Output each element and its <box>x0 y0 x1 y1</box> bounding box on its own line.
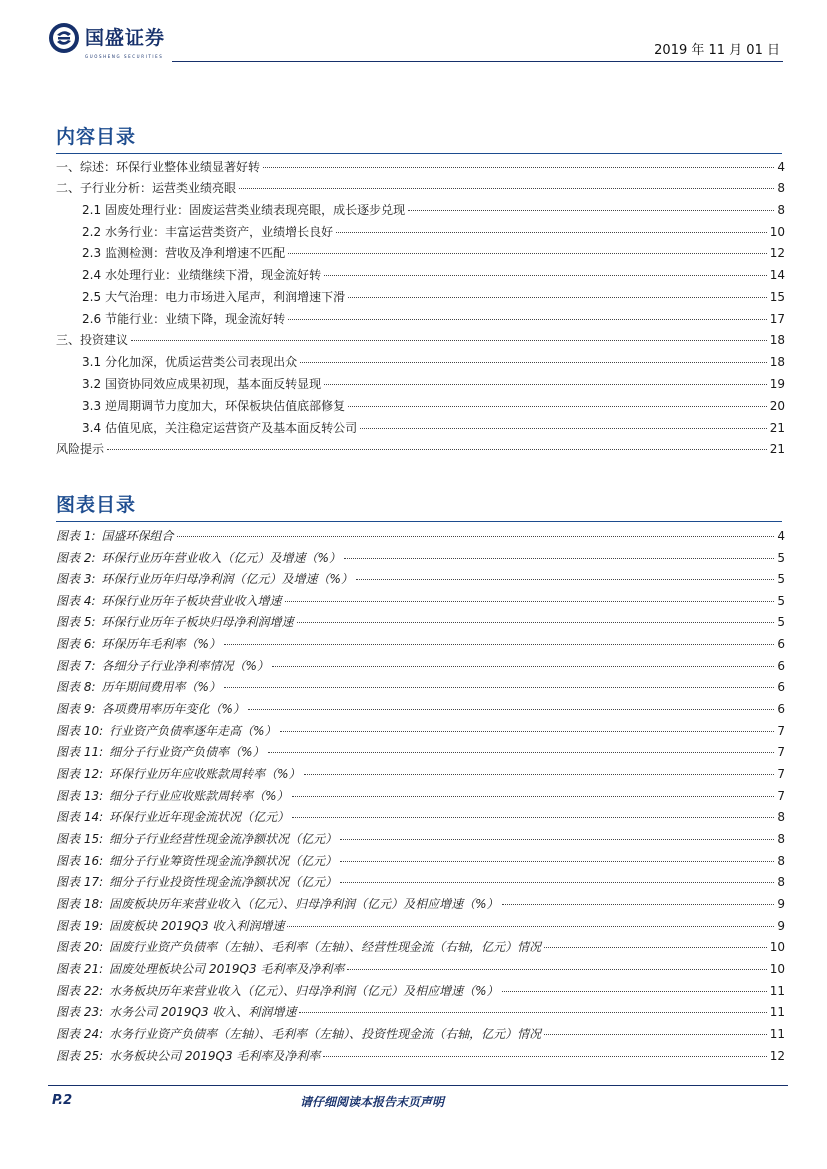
figure-entry-page: 11 <box>769 984 785 998</box>
leader-dots <box>224 644 774 645</box>
figure-entry-page: 8 <box>777 832 785 846</box>
figure-entry[interactable] <box>56 1001 785 1023</box>
toc-entry-label: 风险提示 <box>56 442 105 456</box>
figure-entry-label: 图表 20: <box>56 940 104 954</box>
toc-entry-page: 21 <box>769 421 785 435</box>
toc-entry[interactable] <box>82 396 785 417</box>
figure-entry-label: 图表 23: <box>56 1005 104 1019</box>
figure-entry-page: 4 <box>777 529 785 543</box>
figure-entry-title: 水务公司 2019Q3 收入、利润增速 <box>109 1005 297 1019</box>
toc-entry-number: 3.3 <box>82 399 102 413</box>
toc-entry-page: 4 <box>777 160 785 174</box>
figure-entry-title: 各细分子行业净利率情况（%） <box>101 659 269 673</box>
figure-entry[interactable] <box>56 568 785 590</box>
leader-dots <box>340 882 774 883</box>
figure-entry-title: 环保行业历年应收账款周转率（%） <box>109 767 301 781</box>
toc-entry-label: 水处理行业：业绩继续下滑，现金流好转 <box>105 268 322 282</box>
toc-entry-label: 监测检测：营收及净利增速不匹配 <box>105 246 286 260</box>
figure-entry-label: 图表 11: <box>56 745 104 759</box>
figure-entry[interactable] <box>56 698 785 720</box>
figure-entry-label: 图表 21: <box>56 962 104 976</box>
toc-entry[interactable] <box>82 243 785 264</box>
leader-dots <box>248 709 774 710</box>
figure-entry[interactable] <box>56 871 785 893</box>
leader-dots <box>287 926 774 927</box>
figure-entry-page: 5 <box>777 572 785 586</box>
toc-entry-label: 大气治理：电力市场进入尾声，利润增速下滑 <box>105 290 346 304</box>
figure-entry[interactable] <box>56 655 785 677</box>
leader-dots <box>347 969 766 970</box>
leader-dots <box>304 774 775 775</box>
figure-entry-title: 固废板块历年来营业收入（亿元）、归母净利润（亿元）及相应增速（%） <box>109 897 499 911</box>
brand-logo <box>48 22 165 54</box>
figure-entry-label: 图表 17: <box>56 875 104 889</box>
figure-entry-page: 12 <box>769 1049 785 1063</box>
leader-dots <box>502 904 775 905</box>
figure-entry[interactable] <box>56 958 785 980</box>
figure-entry[interactable] <box>56 785 785 807</box>
figure-entry-title: 环保行业历年子板块归母净利润增速 <box>101 615 294 629</box>
toc-entry[interactable] <box>56 178 785 199</box>
leader-dots <box>131 340 767 341</box>
figure-entry-page: 10 <box>769 940 785 954</box>
toc-entry[interactable] <box>82 200 785 221</box>
figure-entry[interactable] <box>56 936 785 958</box>
figure-entry[interactable] <box>56 741 785 763</box>
toc-entry-page: 10 <box>769 225 785 239</box>
toc-title <box>56 122 136 149</box>
figure-entry-title: 环保历年毛利率（%） <box>101 637 221 651</box>
leader-dots <box>107 449 767 450</box>
toc-entry-page: 21 <box>769 442 785 456</box>
figure-entry-page: 9 <box>777 897 785 911</box>
figure-entry-title: 细分子行业资产负债率（%） <box>109 745 265 759</box>
figure-entry-page: 5 <box>777 615 785 629</box>
figure-entry[interactable] <box>56 806 785 828</box>
figure-entry-label: 图表 6: <box>56 637 96 651</box>
figure-entry[interactable] <box>56 1023 785 1045</box>
figure-entry-page: 7 <box>777 724 785 738</box>
figure-entry-page: 8 <box>777 854 785 868</box>
page-header <box>48 22 783 62</box>
leader-dots <box>340 839 774 840</box>
figure-entry-label: 图表 1: <box>56 529 96 543</box>
leader-dots <box>280 731 775 732</box>
figure-entry-title: 环保行业历年营业收入（亿元）及增速（%） <box>101 551 341 565</box>
figure-entry-label: 图表 10: <box>56 724 104 738</box>
toc-entry-label: 分化加深，优质运营类公司表现出众 <box>105 355 298 369</box>
toc-entry-label: 逆周期调节力度加大，环保板块估值底部修复 <box>105 399 346 413</box>
figure-entry-label: 图表 19: <box>56 919 104 933</box>
figure-entry[interactable] <box>56 525 785 547</box>
figure-entry-label: 图表 7: <box>56 659 96 673</box>
toc-entry[interactable] <box>56 439 785 460</box>
brand-logo-icon <box>48 22 80 54</box>
toc-entry-number: 2.2 <box>82 225 102 239</box>
figure-entry[interactable] <box>56 915 785 937</box>
toc-entry[interactable] <box>82 374 785 395</box>
figure-entry-label: 图表 9: <box>56 702 96 716</box>
leader-dots <box>360 428 767 429</box>
leader-dots <box>285 601 775 602</box>
figure-entry-label: 图表 2: <box>56 551 96 565</box>
figure-entry[interactable] <box>56 590 785 612</box>
figure-entry-title: 细分子行业应收账款周转率（%） <box>109 789 289 803</box>
leader-dots <box>239 188 774 189</box>
leader-dots <box>336 232 767 233</box>
toc-entry-number: 3.4 <box>82 421 102 435</box>
figure-entry[interactable] <box>56 1045 785 1067</box>
figure-entry-label: 图表 22: <box>56 984 104 998</box>
leader-dots <box>344 558 774 559</box>
leader-dots <box>297 622 775 623</box>
figure-entry[interactable] <box>56 676 785 698</box>
figure-entry-page: 10 <box>769 962 785 976</box>
leader-dots <box>323 1056 766 1057</box>
figures-title-divider <box>56 521 782 522</box>
figure-entry-page: 6 <box>777 680 785 694</box>
figure-entry-page: 8 <box>777 810 785 824</box>
figure-entry-label: 图表 8: <box>56 680 96 694</box>
figure-entry-title: 固废行业资产负债率（左轴）、毛利率（左轴）、经营性现金流（右轴，亿元）情况 <box>109 940 542 954</box>
report-date: 2019 年 11 月 01 日 <box>654 43 780 58</box>
figure-entry-page: 5 <box>777 551 785 565</box>
toc-entry-label: 水务行业：丰富运营类资产，业绩增长良好 <box>105 225 334 239</box>
toc-entry-page: 17 <box>769 312 785 326</box>
figure-entry[interactable] <box>56 633 785 655</box>
figures-title <box>56 490 136 517</box>
toc-entry[interactable] <box>82 352 785 373</box>
toc-title-divider <box>56 153 782 154</box>
toc-entry-page: 12 <box>769 246 785 260</box>
leader-dots <box>408 210 774 211</box>
toc-entry-page: 20 <box>769 399 785 413</box>
figure-entry[interactable] <box>56 611 785 633</box>
toc-title-text: 内容目录 <box>56 126 137 148</box>
leader-dots <box>177 536 775 537</box>
figure-entry-title: 环保行业近年现金流状况（亿元） <box>109 810 290 824</box>
toc-entry[interactable] <box>82 287 785 308</box>
toc-entry-page: 8 <box>777 181 785 195</box>
leader-dots <box>272 666 774 667</box>
toc-entry[interactable] <box>82 309 785 330</box>
toc-entry-page: 8 <box>777 203 785 217</box>
figure-entry-label: 图表 12: <box>56 767 104 781</box>
toc-entry-page: 15 <box>769 290 785 304</box>
leader-dots <box>288 253 767 254</box>
brand-name: 国盛证券 <box>85 27 166 49</box>
toc-entry-number: 2.1 <box>82 203 102 217</box>
toc-entry-number: 2.4 <box>82 268 102 282</box>
leader-dots <box>348 406 767 407</box>
figure-entry[interactable] <box>56 763 785 785</box>
leader-dots <box>268 752 775 753</box>
figure-entry-label: 图表 15: <box>56 832 104 846</box>
figure-entry-title: 水务板块历年来营业收入（亿元）、归母净利润（亿元）及相应增速（%） <box>109 984 499 998</box>
figure-entry-title: 固废板块 2019Q3 收入利润增速 <box>109 919 285 933</box>
toc-entry-number: 2.3 <box>82 246 102 260</box>
toc-entry-page: 19 <box>769 377 785 391</box>
leader-dots <box>263 167 774 168</box>
figure-entry-title: 历年期间费用率（%） <box>101 680 221 694</box>
figure-entry-page: 5 <box>777 594 785 608</box>
page-number: P.2 <box>52 1093 73 1108</box>
figure-entry-label: 图表 25: <box>56 1049 104 1063</box>
leader-dots <box>348 297 767 298</box>
toc-entry-page: 18 <box>769 333 785 347</box>
figure-entry-label: 图表 5: <box>56 615 96 629</box>
figure-entry-label: 图表 24: <box>56 1027 104 1041</box>
figure-entry-label: 图表 14: <box>56 810 104 824</box>
toc-entry-page: 14 <box>769 268 785 282</box>
figure-entry-title: 水务行业资产负债率（左轴）、毛利率（左轴）、投资性现金流（右轴，亿元）情况 <box>109 1027 542 1041</box>
toc-entry-label: 节能行业：业绩下降，现金流好转 <box>105 312 286 326</box>
figure-entry-title: 水务板块公司 2019Q3 毛利率及净利率 <box>109 1049 321 1063</box>
figure-entry-page: 9 <box>777 919 785 933</box>
toc-entry[interactable] <box>82 418 785 439</box>
figure-entry-page: 11 <box>769 1027 785 1041</box>
figure-entry-title: 细分子行业筹资性现金流净额状况（亿元） <box>109 854 338 868</box>
figure-entry[interactable] <box>56 980 785 1002</box>
figure-entry[interactable] <box>56 893 785 915</box>
figure-entry-label: 图表 3: <box>56 572 96 586</box>
toc-entry-label: 三、投资建议 <box>56 333 129 347</box>
figure-entry-page: 6 <box>777 637 785 651</box>
leader-dots <box>544 1034 767 1035</box>
leader-dots <box>544 947 767 948</box>
figure-entry-page: 11 <box>769 1005 785 1019</box>
figure-entry[interactable] <box>56 547 785 569</box>
toc-entry-label: 固废处理行业：固废运营类业绩表现亮眼，成长逐步兑现 <box>105 203 406 217</box>
toc-entry-label: 国资协同效应成果初现，基本面反转显现 <box>105 377 322 391</box>
figure-entry-title: 环保行业历年子板块营业收入增速 <box>101 594 282 608</box>
toc-entry-label: 估值见底，关注稳定运营资产及基本面反转公司 <box>105 421 358 435</box>
figure-entry-page: 7 <box>777 789 785 803</box>
toc-entry-number: 2.5 <box>82 290 102 304</box>
leader-dots <box>324 275 767 276</box>
toc-entry[interactable] <box>82 222 785 243</box>
leader-dots <box>288 319 767 320</box>
toc-entry-page: 18 <box>769 355 785 369</box>
figure-entry-title: 固废处理板块公司 2019Q3 毛利率及净利率 <box>109 962 345 976</box>
leader-dots <box>292 796 775 797</box>
figure-entry-page: 6 <box>777 702 785 716</box>
figure-entry-page: 7 <box>777 767 785 781</box>
leader-dots <box>292 817 774 818</box>
toc-entry-label: 一、综述：环保行业整体业绩显著好转 <box>56 160 261 174</box>
figure-entry[interactable] <box>56 828 785 850</box>
figure-entry-label: 图表 18: <box>56 897 104 911</box>
brand-subtitle: GUOSHENG SECURITIES <box>85 54 164 59</box>
toc-entry-number: 3.1 <box>82 355 102 369</box>
figure-entry-page: 7 <box>777 745 785 759</box>
leader-dots <box>340 861 774 862</box>
figure-entry[interactable] <box>56 720 785 742</box>
figure-entry-page: 6 <box>777 659 785 673</box>
figure-entry-label: 图表 4: <box>56 594 96 608</box>
toc-entry-number: 2.6 <box>82 312 102 326</box>
header-divider <box>172 61 783 62</box>
figure-entry-label: 图表 16: <box>56 854 104 868</box>
figure-entry-page: 8 <box>777 875 785 889</box>
leader-dots <box>502 991 767 992</box>
toc-entry[interactable] <box>82 265 785 286</box>
figure-entry-title: 行业资产负债率逐年走高（%） <box>109 724 277 738</box>
toc-entry-label: 二、子行业分析：运营类业绩亮眼 <box>56 181 237 195</box>
figures-title-text: 图表目录 <box>56 494 137 516</box>
figure-entry-title: 环保行业历年归母净利润（亿元）及增速（%） <box>101 572 353 586</box>
leader-dots <box>299 1012 766 1013</box>
figure-entry-title: 各项费用率历年变化（%） <box>101 702 245 716</box>
footer-divider <box>48 1085 788 1086</box>
disclaimer-notice: 请仔细阅读本报告末页声明 <box>300 1095 445 1109</box>
figure-entry[interactable] <box>56 850 785 872</box>
leader-dots <box>300 362 767 363</box>
toc-entry-number: 3.2 <box>82 377 102 391</box>
figure-entry-title: 细分子行业经营性现金流净额状况（亿元） <box>109 832 338 846</box>
toc-entry[interactable] <box>56 157 785 178</box>
figure-entry-label: 图表 13: <box>56 789 104 803</box>
figure-entry-title: 细分子行业投资性现金流净额状况（亿元） <box>109 875 338 889</box>
figure-entry-title: 国盛环保组合 <box>101 529 174 543</box>
toc-entry[interactable] <box>56 330 785 351</box>
leader-dots <box>356 579 774 580</box>
leader-dots <box>324 384 767 385</box>
leader-dots <box>224 687 774 688</box>
